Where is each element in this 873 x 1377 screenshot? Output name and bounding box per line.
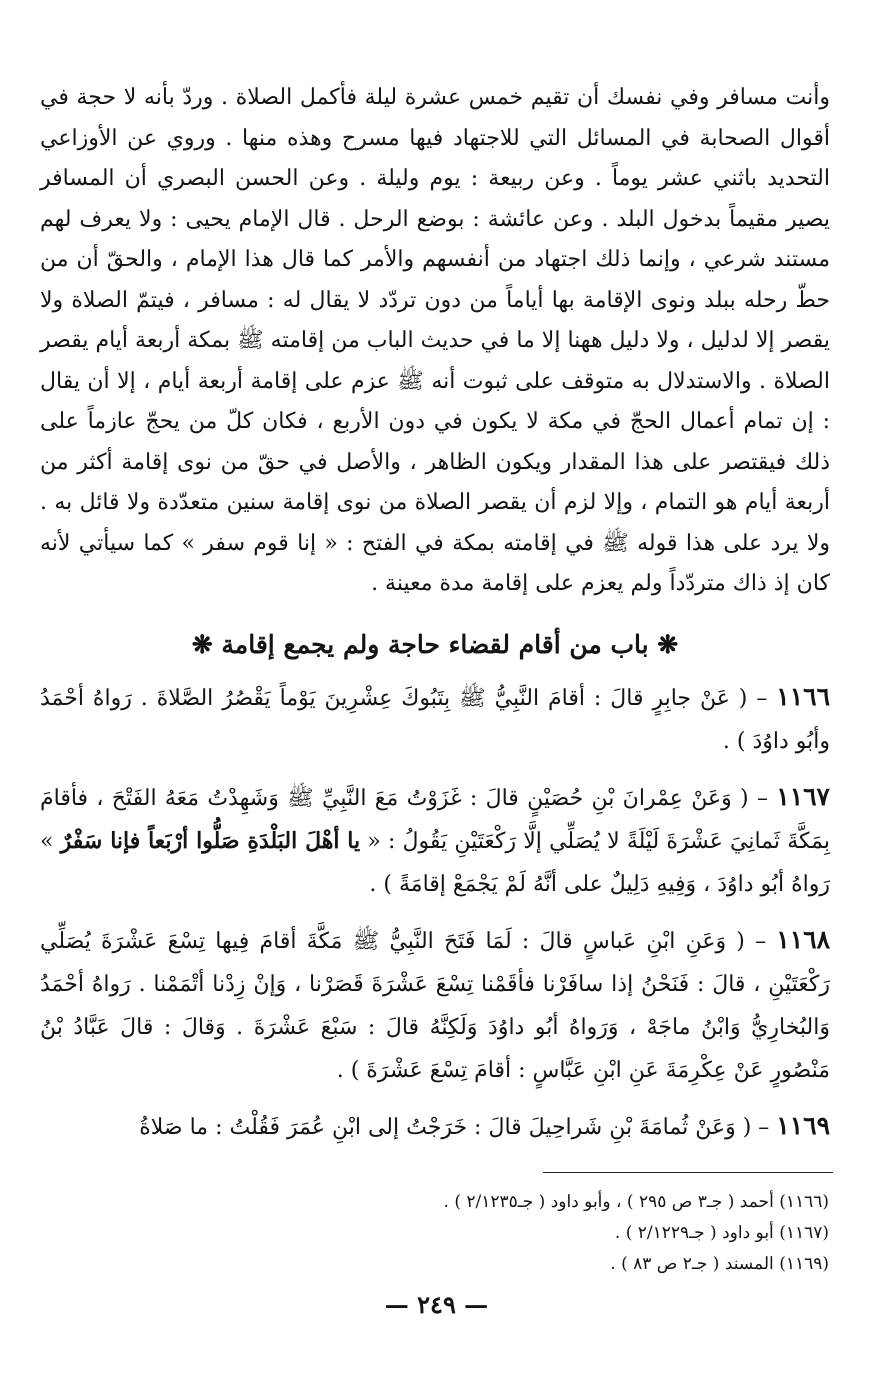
footnote-1167: (١١٦٧) أبو داود ( جـ٢/١٢٢٩ ) . xyxy=(614,1223,829,1243)
hadith-number: ١١٦٧ xyxy=(776,781,830,811)
footnotes xyxy=(49,1187,829,1280)
hadith-text-end: » رَواهُ أبُو داوُدَ ، وَفِيهِ دَلِيلٌ على أنَّهُ لَمْ يَجْمَعْ إقامَةً ) . xyxy=(40,828,830,897)
hadith-text: – ( عَنْ جابِرٍ قالَ : أقامَ النَّبِيُّ ﷺ بِتَبُوكَ عِشْرِينَ يَوْماً يَقْصُرُ الصَّلاةَ . رَواهُ أحْمَدُ وأبُو داوُدَ ) . xyxy=(40,685,830,754)
hadith-text: – ( وَعَنْ عِمْرانَ بْنِ حُصَيْنٍ قالَ : غَزَوْتُ مَعَ النَّبِيِّ ﷺ وَشَهِدْتُ مَعَهُ الفَتْحَ ، فأقامَ بِمَكَّةَ ثَمانِيَ عَشْرَةَ لَيْلَةً لا يُصَلِّي إلَّا رَكْعَتَيْنِ يَقُولُ : « xyxy=(40,785,830,854)
intro-paragraph: وأنت مسافر وفي نفسك أن تقيم خمس عشرة ليلة فأكمل الصلاة . وردّ بأنه لا حجة في أقوال الصحابة في المسائل التي للاجتهاد فيها مسرح وهذه منها . وروي عن الأوزاعي التحديد باثني عشر يوماً . وعن ربيعة : يوم وليلة . وعن الحسن البصري أن المسافر يصير مقيماً بدخول البلد . وعن عائشة : بوضع الرحل . قال الإمام يحيى : ولا يعرف لهم مستند شرعي ، وإنما ذلك اجتهاد من أنفسهم والأمر كما قال هذا الإمام ، والحقّ أن من حطّ رحله ببلد ونوى الإقامة بها أياماً من دون تردّد لا يقال له : مسافر ، فيتمّ الصلاة ولا يقصر إلا لدليل ، ولا دليل ههنا إلا ما في حديث الباب من إقامته ﷺ بمكة أربعة أيام يقصر الصلاة . والاستدلال به متوقف على ثبوت أنه ﷺ عزم على إقامة أربعة أيام ، إلا أن يقال : إن تمام أعمال الحجّ في مكة لا يكون في دون الأربع ، فكان كلّ من يحجّ عازماً على ذلك فيقتصر على هذا المقدار ويكون الظاهر ، والأصل في حقّ من نوى إقامة أكثر من أربعة أيام هو التمام ، وإلا لزم أن يقصر الصلاة من نوى إقامة سنين متعدّدة ولا قائل به . ولا يرد على هذا قوله ﷺ في إقامته بمكة في الفتح : « إنا قوم سفر » كما سيأتي لأنه كان إذ ذاك متردّداً ولم يعزم على إقامة مدة معينة . xyxy=(40,85,830,596)
hadith-number: ١١٦٩ xyxy=(776,1110,830,1140)
page-number: — ٢٤٩ — xyxy=(384,1290,489,1319)
hadith-number: ١١٦٨ xyxy=(776,924,830,954)
hadith-1169 xyxy=(40,1104,830,1149)
hadith-quote-bold: يا أهْلَ البَلْدَةِ صَلُّوا أرْبَعاً فإنا سَفْرٌ xyxy=(60,827,361,854)
hadith-1168 xyxy=(40,918,830,1092)
section-heading: ❋ باب من أقام لقضاء حاجة ولم يجمع إقامة ❋ xyxy=(191,629,679,659)
footnote-1166: (١١٦٦) أحمد ( جـ٣ ص ٢٩٥ ) ، وأبو داود ( جـ٢/١٢٣٥ ) . xyxy=(443,1192,829,1212)
footnote-divider xyxy=(543,1172,833,1173)
hadith-1166 xyxy=(40,675,830,763)
hadith-text: – ( وَعَنِ ابْنِ عَباسٍ قالَ : لَمَا فَتَحَ النَّبِيُّ ﷺ مَكَّةَ أقامَ فِيها تِسْعَ عَشْرَةَ يُصَلِّي رَكْعَتَيْنِ ، قالَ : فَنَحْنُ إذا سافَرْنا فأقَمْنا تِسْعَ عَشْرَةَ قَصَرْنا ، وَإنْ زِدْنا أتْمَمْنا . رَواهُ أحْمَدُ وَالبُخارِيُّ وَابْنُ ماجَهْ ، وَرَواهُ أبُو داوُدَ وَلَكِنَّهُ قالَ : سَبْعَ عَشْرَةَ . وَقالَ : قالَ عَبَّادُ بْنُ مَنْصُورٍ عَنْ عِكْرِمَةَ عَنِ ابْنِ عَبَّاسٍ : أقامَ تِسْعَ عَشْرَةَ ) . xyxy=(40,928,830,1083)
hadith-1167 xyxy=(40,775,830,906)
hadith-number: ١١٦٦ xyxy=(776,681,830,711)
footnote-1169: (١١٦٩) المسند ( جـ٢ ص ٨٣ ) . xyxy=(610,1254,829,1274)
page-body xyxy=(40,78,830,1161)
hadith-text: – ( وَعَنْ ثُمامَةَ بْنِ شَراحِيلَ قالَ : خَرَجْتُ إلى ابْنِ عُمَرَ فَقُلْتُ : ما صَلاةُ xyxy=(139,1114,770,1140)
